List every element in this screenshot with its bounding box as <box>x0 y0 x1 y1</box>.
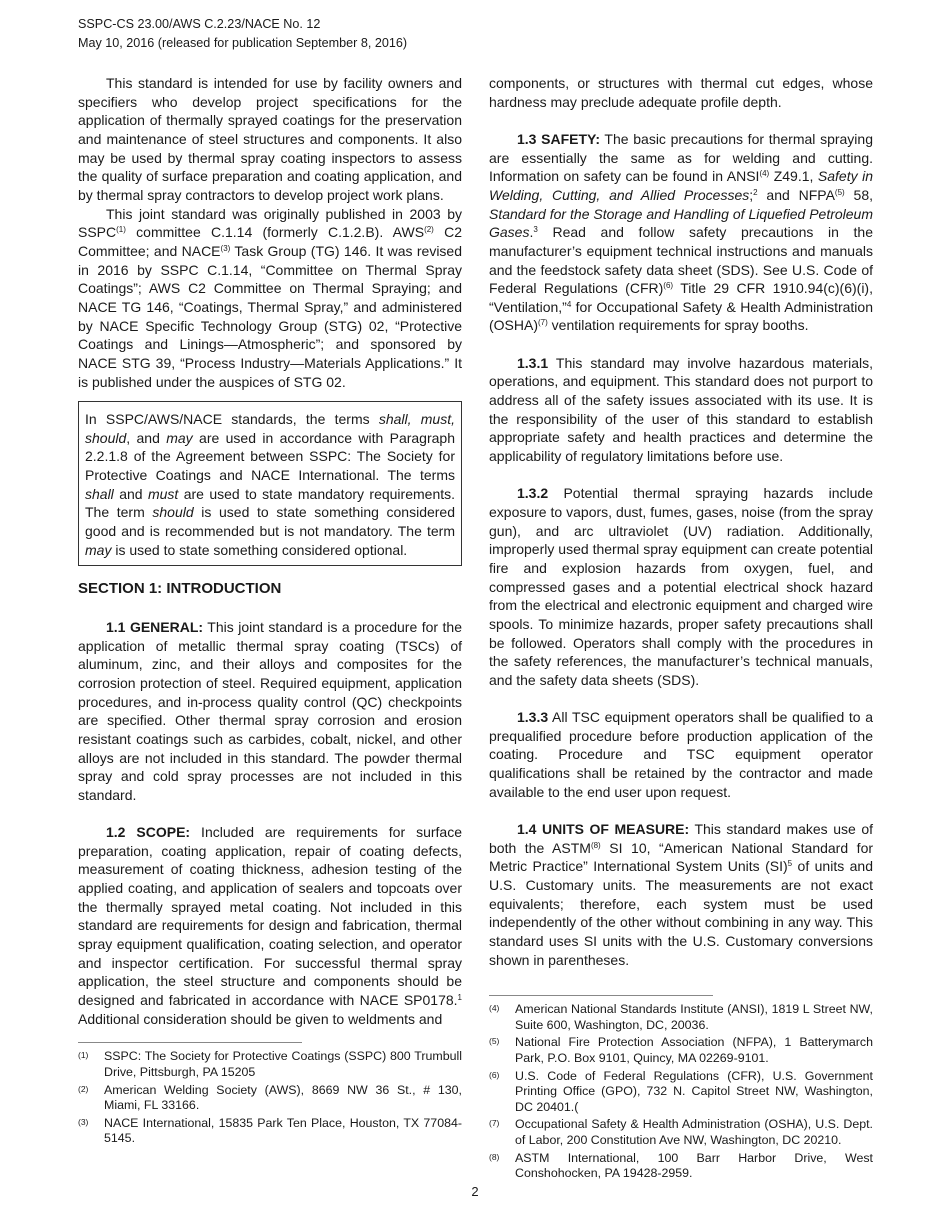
section-title: SECTION 1: INTRODUCTION <box>78 580 282 598</box>
section-1-2-scope: 1.2 SCOPE: Included are requirements for surface preparation, coating application, repair of coating defects, measurement of coating thickness, adhesion testing of the applied coating, and application of sealers and topcoats over the thermally sprayed metal coating. Not included in this standard are requirements for design and fabrication, thermal spray equipment qualification, coating selection, and operator and inspector certification. For successful thermal spray application, the steel structure and components should be designed and fabricated in accordance with NACE SP0178.$^1$ Additional consideration should be given to weldments and <box>78 824 462 1027</box>
section-1-4-units: 1.4 UNITS OF MEASURE: This standard makes use of both the ASTM$^{(8)}$ SI 10, “American National Standard for Metric Practice” International System Units (SI)$^5$ of units and U.S. Customary units. The measurements are not exact equivalents; therefore, each system must be used independently of the other without combining in any way. This standard uses SI units with the U.S. Customary conversions shown in parentheses. <box>489 820 874 968</box>
footnote: (2) American Welding Society (AWS), 8669 NW 36 St., # 130, Miami, FL 33166. <box>78 1082 462 1113</box>
footnote: (5) National Fire Protection Association (NFPA), 1 Batterymarch Park, P.O. Box 9101, Quincy, MA 02269-9101. <box>489 1035 873 1065</box>
page-number: 2 <box>471 1184 479 1199</box>
footnote: (1) SSPC: The Society for Protective Coatings (SSPC) 800 Trumbull Drive, Pittsburgh, PA 15205 <box>78 1049 462 1079</box>
footnote: (4) American National Standards Institute (ANSI), 1819 L Street NW, Suite 600, Washington, DC, 20036. <box>489 1002 873 1032</box>
footnote: (3) NACE International, 15835 Park Ten Place, Houston, TX 77084-5145. <box>78 1115 462 1146</box>
section-1-1-general: 1.1 GENERAL: This joint standard is a procedure for the application of metallic thermal spray coating (TSCs) of aluminum, zinc, and their alloys and composites for the corrosion protection of steel. Required equipment, application procedures, and in-process quality control (QC) checkpoints are specified. Other thermal spray corrosion and erosion resistant coatings such as carbides, cobalt, nickel, and other alloys are not included in this standard. The powder thermal spray and cold spray processes are not included in this standard. <box>78 619 462 803</box>
header-date: May 10, 2016 (released for publication September 8, 2016) <box>78 36 408 50</box>
terminology-text: In SSPC/AWS/NACE standards, the terms shall, must, should, and may are used in accordance with Paragraph 2.2.1.8 of the Agreement between SSPC: The Society for Protective Coatings and NACE International. The terms shall and must are used to state mandatory requirements. The term should is used to state something considered good and is recommended but is not mandatory. The term may is used to state something considered optional. <box>85 411 456 558</box>
history-paragraph: This joint standard was originally published in 2003 by SSPC$^{(1)}$ committee C.1.14 (formerly C.1.2.B). AWS$^{(2)}$ C2 Committee; and NACE$^{(3)}$ Task Group (TG) 146. It was revised in 2016 by SSPC C.1.14, “Committee on Thermal Spray Coatings”; AWS C2 Committee on Thermal Spraying; and NACE TG 146, “Coatings, Thermal Spray,” and administered by NACE Specific Technology Group (STG) 02, “Protective Coatings and Linings—Atmospheric”; and sponsored by NACE STG 39, “Process Industry—Materials Applications.” It is published under the auspices of STG 02. <box>78 205 462 390</box>
footnote-divider <box>489 995 713 996</box>
terminology-box <box>78 401 462 566</box>
left-footnotes <box>78 1049 462 1147</box>
section-1-3-2: 1.3.2 Potential thermal spraying hazards include exposure to vapors, dust, fumes, gases, noise (from the spray gun), and arc ultraviolet (UV) radiation. Additionally, improperly used thermal spray equipment can create potential fire and explosion hazards from oxygen, fuel, and compressed gases and a potential electrical shock hazard from the electrical and electronic equipment and charged wire spools. To minimize hazards, proper safety precautions shall be followed. Operators shall comply with the procedures in the safety references, the manufacturer’s technical manuals, and the safety data sheets (SDS). <box>489 485 873 688</box>
section-1-3-3: 1.3.3 All TSC equipment operators shall be qualified to a prequalified procedure before production application of the coating. Procedure and TSC equipment operator qualifications shall be retained by the contractor and made available to the end user upon request. <box>489 709 873 800</box>
footnote: (8) ASTM International, 100 Barr Harbor Drive, West Conshohocken, PA 19428-2959. <box>489 1150 873 1181</box>
header-doc-id: SSPC-CS 23.00/AWS C.2.23/NACE No. 12 <box>78 17 321 31</box>
left-column <box>78 74 462 1149</box>
section-1-3-safety: 1.3 SAFETY: The basic precautions for thermal spraying are essentially the same as for welding and cutting. Information on safety can be found in ANSI$^{(4)}$ Z49.1, Safety in Welding, Cutting, and Allied Processes;$^2$ and NFPA$^{(5)}$ 58, Standard for the Storage and Handling of Liquefied Petroleum Gases.$^3$ Read and follow safety precautions in the manufacturer’s equipment technical instructions and manuals and the feedstock safety data sheet (SDS). See U.S. Code of Federal Regulations (CFR)$^{(6)}$ Title 29 CFR 1910.94(c)(6)(i), “Ventilation,”$^4$ for Occupational Safety & Health Administration (OSHA)$^{(7)}$ ventilation requirements for spray booths. <box>489 130 873 334</box>
footnote: (6) U.S. Code of Federal Regulations (CFR), U.S. Government Printing Office (GPO), 732 N. Capitol Street NW, Washington, DC 20401.( <box>489 1068 873 1114</box>
intro-paragraph: This standard is intended for use by facility owners and specifiers who develop project specifications for the application of thermally sprayed coatings for the preservation and maintenance of steel structures and components. It also may be used by thermal spray coating inspectors to assess the quality of surface preparation and coating application, and by thermal spray contractors to develop project work plans. <box>78 75 462 203</box>
running-header <box>78 15 407 53</box>
footnote-divider <box>78 1042 302 1043</box>
footnote: (7) Occupational Safety & Health Administration (OSHA), U.S. Dept. of Labor, 200 Constitution Ave NW, Washington, DC 20210. <box>489 1117 873 1147</box>
section-1-3-1: 1.3.1 This standard may involve hazardous materials, operations, and equipment. This standard does not purport to address all of the safety issues associated with its use. It is the responsibility of the user of this standard to establish appropriate safety and health practices and determine the applicability of regulatory limitations before use. <box>489 354 873 464</box>
continued-paragraph: components, or structures with thermal cut edges, whose hardness may preclude adequate profile depth. <box>489 75 873 110</box>
right-footnotes <box>489 1002 873 1182</box>
right-column <box>489 74 873 1184</box>
